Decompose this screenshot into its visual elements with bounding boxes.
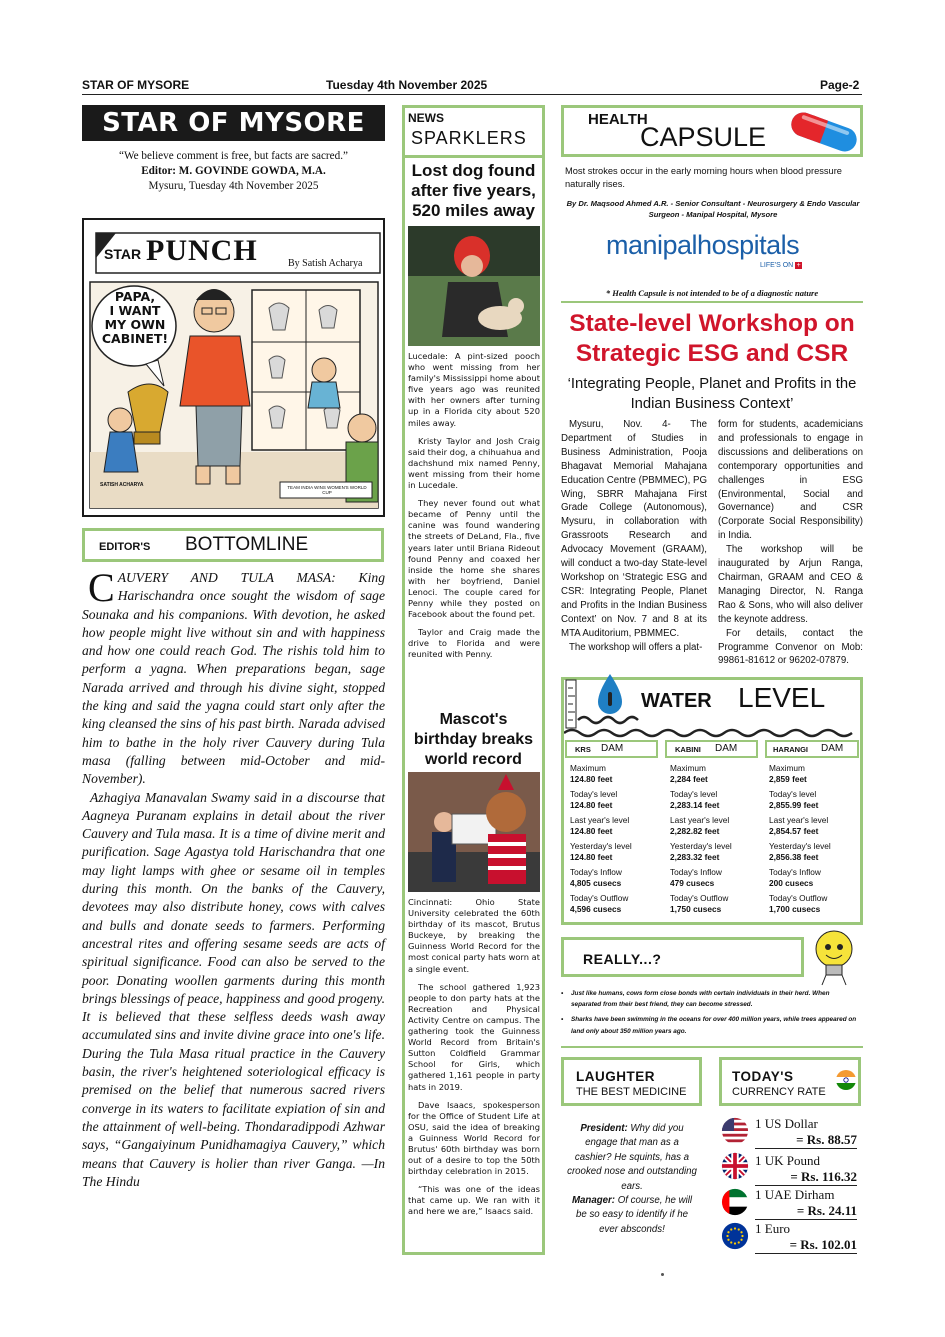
masthead-motto: “We believe comment is free, but facts are sacred.” bbox=[119, 150, 348, 162]
stat-label: Maximum bbox=[670, 763, 706, 773]
bullet-icon: • bbox=[561, 1016, 564, 1024]
stat-label: Today's level bbox=[670, 789, 718, 799]
dam-label: DAM bbox=[821, 743, 844, 754]
level-word: LEVEL bbox=[738, 682, 826, 713]
bottomline-title: BOTTOMLINE bbox=[185, 534, 309, 555]
header-page: Page-2 bbox=[820, 78, 860, 92]
capsule-title: CAPSULE bbox=[640, 122, 767, 152]
really-header bbox=[561, 937, 804, 977]
currency-header bbox=[719, 1057, 861, 1106]
currency-list bbox=[719, 1116, 861, 1256]
star-punch-panel bbox=[82, 218, 385, 517]
stat-value: 124.80 feet bbox=[570, 826, 613, 836]
pill-icon bbox=[784, 110, 864, 154]
stat-value: 2,855.99 feet bbox=[769, 800, 819, 810]
joke-text: Of course, he will be so easy to identify if he ever absconds! bbox=[575, 1195, 693, 1235]
stat-label: Today's level bbox=[769, 789, 817, 799]
health-rule bbox=[561, 301, 863, 303]
us-flag-icon bbox=[721, 1117, 749, 1145]
masthead-info bbox=[82, 149, 385, 194]
dog-story bbox=[408, 351, 540, 667]
bottomline-body bbox=[82, 565, 385, 1191]
stat-value: 1,700 cusecs bbox=[769, 904, 821, 914]
story-paragraph: They never found out what became of Penny until the canine was found wandering the streets of DeLand, Fla., five years later until Briana Rideout found Penny and coaxed her inside the home she shares with her boyfriend, Daniel Lenoci. The couple cared for Penny while they posted on Facebook about the found pet. bbox=[408, 498, 540, 620]
stat-label: Today's Outflow bbox=[769, 893, 828, 903]
csr-paragraph: The workshop will be inaugurated by Arjun Ranga, Chairman, GRAAM and CEO & Managing Director, N. Ranga Rao & Sons, who will also deliver the keynote address. bbox=[718, 544, 863, 625]
stat-value: 200 cusecs bbox=[769, 878, 814, 888]
punch-title: PUNCH bbox=[146, 234, 258, 267]
mascot-headline: Mascot's birthday breaks world record bbox=[413, 711, 534, 768]
really-list bbox=[561, 988, 861, 1037]
story-paragraph: Dave Isaacs, spokesperson for the Office of Student Life at OSU, said the idea of breaking a Guinness World Record for Brutus' 60th birthday was born out of a desire to top the 50th birthday celebration in 2015. bbox=[408, 1099, 540, 1177]
story-paragraph: The school gathered 1,923 people to don party hats at the Recreation and Physical Activity Centre on campus. The gathering took the Guinness World Record from Britain's Sutton Coldfield Grammar School for Girls, which gathered 1,161 people in party hats in 2019. bbox=[408, 981, 540, 1092]
bullet-icon: • bbox=[561, 990, 564, 997]
dam-name: HARANGI bbox=[773, 745, 808, 754]
stat-value: 124.80 feet bbox=[570, 800, 613, 810]
csr-col2 bbox=[718, 418, 863, 668]
stat-value: 2,859 feet bbox=[769, 774, 807, 784]
csr-col1 bbox=[561, 418, 707, 654]
stat-label: Last year's level bbox=[769, 815, 829, 825]
health-disclaimer: * Health Capsule is not intended to be of a diagnostic nature bbox=[605, 288, 819, 298]
stat-label: Yesterday's level bbox=[570, 841, 632, 851]
speaker-label: Manager: bbox=[571, 1195, 616, 1207]
stat-value: 1,750 cusecs bbox=[670, 904, 722, 914]
rate-underline bbox=[755, 1185, 857, 1186]
currency-value: = Rs. 116.32 bbox=[790, 1169, 857, 1184]
sparklers-news: NEWS bbox=[408, 111, 444, 125]
uk-flag-icon bbox=[721, 1152, 749, 1180]
water-gauge-icon bbox=[564, 672, 644, 732]
manipal-logo: manipalhospitals bbox=[606, 230, 800, 260]
joke-text: Why did you engage that man as a cashier? He squints, has a crooked nose and outstanding ears. bbox=[567, 1123, 697, 1192]
currency-value: = Rs. 24.11 bbox=[796, 1203, 857, 1218]
stat-label: Today's level bbox=[570, 789, 618, 799]
dam-label: DAM bbox=[601, 743, 624, 754]
stat-value: 2,283.14 feet bbox=[670, 800, 720, 810]
header-date: Tuesday 4th November 2025 bbox=[326, 78, 488, 92]
csr-paragraph: The workshop will offers a plat- bbox=[569, 641, 703, 653]
laughter-joke bbox=[566, 1122, 698, 1237]
rate-underline bbox=[755, 1219, 857, 1220]
stat-value: 4,805 cusecs bbox=[570, 878, 622, 888]
dog-headline: Lost dog found after five years, 520 miles away bbox=[411, 161, 536, 220]
stat-value: 2,282.82 feet bbox=[670, 826, 720, 836]
stat-label: Last year's level bbox=[570, 815, 630, 825]
stat-label: Today's Outflow bbox=[670, 893, 729, 903]
header-rule bbox=[82, 94, 862, 95]
krs-tab bbox=[565, 740, 658, 758]
mascot-photo bbox=[408, 772, 540, 892]
joke-line bbox=[566, 1194, 698, 1237]
bottomline-paragraph bbox=[82, 565, 385, 789]
dam-name: KABINI bbox=[675, 745, 701, 754]
story-paragraph: Lucedale: A pint-sized pooch who went missing from her family's Mississippi home about five years ago was reunited with her owners after turning up in a Florida city about 520 miles away. bbox=[408, 351, 540, 428]
stat-label: Yesterday's level bbox=[769, 841, 831, 851]
page-dot bbox=[661, 1273, 664, 1276]
story-paragraph: Cincinnati: Ohio State University celebrated the 60th birthday of its mascot, Brutus Buckeye, by breaking the Guinness World Record for the most conical party hats worn at a single event. bbox=[408, 897, 540, 974]
really-item bbox=[561, 988, 861, 1010]
really-text: Just like humans, cows form close bonds with certain individuals in their herd. When separated from their best friend, they can become stressed. bbox=[571, 990, 830, 1009]
csr-paragraph: form for students, academicians and professionals to engage in discussions and deliberations on contemporary opportunities and challenges in ESG (Environmental, Social and Governance) and CSR (Corporate Social Responsibility) in India. bbox=[718, 419, 863, 542]
water-title: WATER bbox=[641, 690, 712, 712]
krs-data bbox=[570, 763, 662, 919]
dam-label: DAM bbox=[715, 743, 738, 754]
dropcap: C bbox=[88, 565, 115, 610]
currency-unit: 1 US Dollar bbox=[755, 1116, 818, 1131]
dam-name: KRS bbox=[575, 745, 591, 754]
sparklers-title: SPARKLERS bbox=[411, 128, 527, 148]
masthead-title: STAR OF MYSORE bbox=[102, 108, 365, 138]
masthead-editor: Editor: M. GOVINDE GOWDA, M.A. bbox=[141, 165, 326, 177]
joke-line bbox=[566, 1122, 698, 1194]
bubble-line: MY OWN bbox=[104, 317, 166, 332]
header-paper: STAR OF MYSORE bbox=[82, 78, 190, 92]
stat-value: 479 cusecs bbox=[670, 878, 715, 888]
kabini-data bbox=[670, 763, 762, 919]
manipal-tagline bbox=[760, 262, 802, 269]
stat-value: 124.80 feet bbox=[570, 852, 613, 862]
plus-icon: + bbox=[796, 262, 801, 269]
trophy-note: TEAM INDIA WINS WOMEN'S WORLD CUP bbox=[287, 485, 367, 495]
lightbulb-icon bbox=[808, 927, 860, 987]
stat-value: 2,284 feet bbox=[670, 774, 708, 784]
masthead-banner bbox=[82, 105, 385, 141]
story-paragraph: “This was one of the ideas that came up. We ran with it and here we are,” Isaacs said. bbox=[408, 1184, 540, 1217]
rate-underline bbox=[755, 1148, 857, 1149]
india-flag-icon bbox=[835, 1069, 857, 1091]
health-text: Most strokes occur in the early morning hours when blood pressure naturally rises. bbox=[565, 166, 842, 189]
mascot-story bbox=[408, 897, 540, 1225]
currency-unit: 1 Euro bbox=[755, 1221, 791, 1236]
really-text: Sharks have been swimming in the oceans for over 400 million years, while trees appeared on land only about 350 million years ago. bbox=[571, 1016, 857, 1035]
harangi-data bbox=[769, 763, 861, 919]
stat-label: Last year's level bbox=[670, 815, 730, 825]
speech-bubble bbox=[100, 290, 170, 346]
currency-value: = Rs. 102.01 bbox=[789, 1237, 857, 1252]
story-paragraph: Kristy Taylor and Josh Craig said their dog, a chihuahua and dachshund mix named Penny, went missing from their home in Lucedale. bbox=[408, 435, 540, 491]
stat-value: 2,283.32 feet bbox=[670, 852, 720, 862]
csr-subtitle: ‘Integrating People, Planet and Profits in the Indian Business Context’ bbox=[567, 376, 857, 412]
csr-headline: State-level Workshop on Strategic ESG and CSR bbox=[569, 310, 855, 367]
stat-value: 4,596 cusecs bbox=[570, 904, 622, 914]
stat-value: 124.80 feet bbox=[570, 774, 613, 784]
eu-flag-icon bbox=[721, 1222, 749, 1250]
stat-value: 2,856.38 feet bbox=[769, 852, 819, 862]
tagline-text: LIFE'S ON bbox=[760, 262, 794, 269]
stat-label: Today's Inflow bbox=[670, 867, 722, 877]
story-paragraph: Taylor and Craig made the drive to Florida and were reunited with Penny. bbox=[408, 627, 540, 660]
harangi-tab bbox=[765, 740, 859, 758]
csr-paragraph: For details, contact the Programme Convenor on Mob: 99861-81612 or 96202-07879. bbox=[718, 627, 863, 667]
health-header bbox=[561, 105, 863, 157]
sparklers-divider bbox=[402, 155, 545, 158]
bubble-line: PAPA, bbox=[114, 289, 156, 304]
stat-value: 2,854.57 feet bbox=[769, 826, 819, 836]
level-title bbox=[738, 682, 825, 714]
stat-label: Maximum bbox=[769, 763, 805, 773]
stat-label: Today's Outflow bbox=[570, 893, 629, 903]
currency-unit: 1 UK Pound bbox=[755, 1153, 821, 1168]
speaker-label: President: bbox=[580, 1123, 628, 1134]
bubble-line: CABINET! bbox=[101, 331, 169, 346]
uae-flag-icon bbox=[721, 1188, 749, 1216]
bottomline-paragraph: Azhagiya Manavalan Swamy said in a discourse that Aagneya Puranam explains in detail about the river Cauvery and Tula masa. It is a time of divine merit and purification. Sage Agastya told Harischandra that one may light lamps with ghee or sesame oil in temples during this month. On the banks of the Cauvery, devotees may also distribute honey, cows with calves and bulls and donate seeds to farmers. Performing ancestral rites and offering sesame seeds are acts of spiritual significance. Food can also be served to the poor. Donating woollen garments during this month brings blessings of peace, happiness and good progeny. It is believed that these selfless deeds wash away accumulated sins and invite divine grace into one's life. During the Tula Masa ritual practice in the Cauvery basin, the river's heightened soteriological efficacy is premised on the belief that numerous sacred rivers converge in its waters to facilitate expiation of sin and the attainment of well-being. Thondaradippodi Azhwar says, “Gangaiyinum Punidhamagiya Cauvery,” which means that Cauvery is holier than river Ganga. —In The Hindu bbox=[82, 789, 385, 1189]
kabini-tab bbox=[665, 740, 758, 758]
laughter-title: LAUGHTER bbox=[576, 1069, 655, 1084]
bottomline-prefix: EDITOR'S bbox=[99, 541, 151, 553]
stat-label: Maximum bbox=[570, 763, 606, 773]
stat-label: Today's Inflow bbox=[769, 867, 821, 877]
laughter-subtitle: THE BEST MEDICINE bbox=[576, 1086, 687, 1098]
dog-photo bbox=[408, 226, 540, 346]
punch-byline: By Satish Acharya bbox=[288, 258, 363, 269]
currency-value: = Rs. 88.57 bbox=[796, 1132, 857, 1147]
cartoon-signature: SATISH ACHARYA bbox=[100, 482, 144, 488]
currency-title: TODAY'S bbox=[732, 1069, 794, 1084]
health-byline: By Dr. Maqsood Ahmed A.R. - Senior Consultant - Neurosurgery & Endo Vascular Surgeon - Manipal Hospital, Mysore bbox=[566, 199, 860, 219]
masthead-dateline: Mysuru, Tuesday 4th November 2025 bbox=[148, 180, 319, 192]
rate-underline bbox=[755, 1253, 857, 1254]
currency-unit: 1 UAE Dirham bbox=[755, 1187, 835, 1202]
currency-subtitle: CURRENCY RATE bbox=[732, 1086, 826, 1098]
really-title: REALLY...? bbox=[583, 951, 662, 967]
bottomline-p1: AUVERY AND TULA MASA: King Harischandra once sought the wisdom of sage Sounaka and his companions. With devotion, he asked how people might live without sin and with happiness and how one could reach God. The rishis told him to perform a yagna. When preparations began, sage Narada arrived and through his divine sight, stopped the king and said the yagna could start only after the king cleansed the sins of his past birth. Narada advised him to bathe in the holy river Cauvery during Tula masa (falling between mid-October and mid-November). bbox=[82, 570, 385, 787]
laughter-header bbox=[561, 1057, 702, 1106]
stat-label: Today's Inflow bbox=[570, 867, 622, 877]
stat-label: Yesterday's level bbox=[670, 841, 732, 851]
wave-line-icon bbox=[564, 727, 860, 739]
csr-paragraph: Mysuru, Nov. 4- The Department of Studies in Business Administration, Pooja Bhagavat Memorial Mahajana Education Centre (PBMMEC), PG Wing, SBRR Mahajana First Grade College (Autonomous), Mysuru, in collaboration with Grassroots Research and Advocacy Movement (GRAAM), will conduct a two-day State-level Workshop on ‘Strategic ESG and CSR: Integrating People, Planet and Profits in the Indian Business Context’ on Nov. 7 and 8 at its MTA Auditorium, PBMMEC. bbox=[561, 419, 707, 639]
really-rule bbox=[561, 1046, 863, 1048]
punch-star-label: STAR bbox=[104, 246, 142, 262]
really-item bbox=[561, 1014, 861, 1036]
health-title: HEALTH bbox=[588, 111, 648, 128]
bubble-line: I WANT bbox=[109, 303, 161, 318]
bottomline-header bbox=[82, 528, 384, 562]
